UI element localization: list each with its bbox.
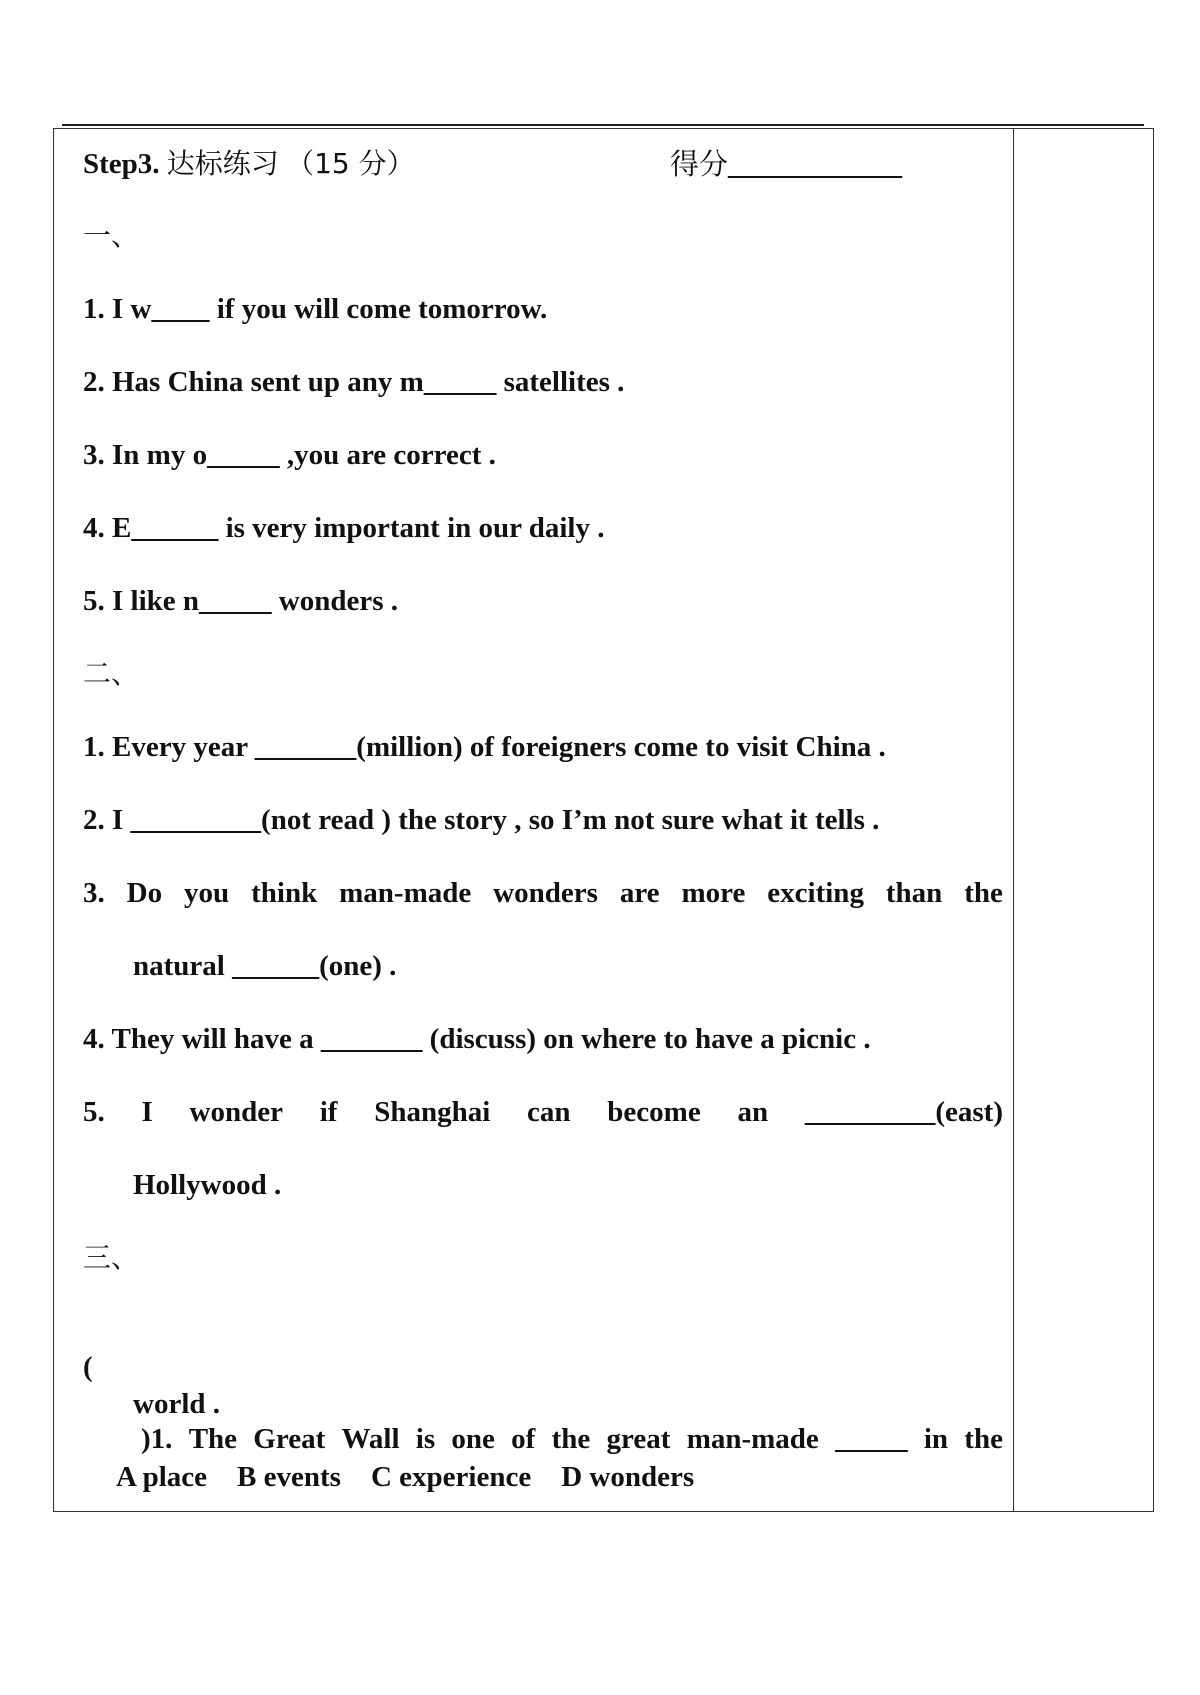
word: exciting <box>767 877 864 909</box>
word: more <box>681 877 746 909</box>
section-1-item-4: 4. E______ is very important in our daily . <box>83 512 605 544</box>
score-label: 得分 <box>670 147 729 181</box>
section-1-item-3: 3. In my o_____ ,you are correct . <box>83 439 496 471</box>
section-1-marker: 一、 <box>83 219 140 252</box>
step-title: 达标练习 <box>166 147 279 180</box>
word: 3. <box>83 877 105 909</box>
top-rule <box>62 124 1144 126</box>
step-label: Step3. <box>83 148 160 180</box>
word: Do <box>126 877 163 909</box>
section-2-item-1: 1. Every year _______(million) of foreigners come to visit China . <box>83 731 886 763</box>
word: wonders <box>493 877 598 909</box>
word: )1. <box>141 1423 173 1455</box>
section-2-item-2: 2. I _________(not read ) the story , so I’m not sure what it tells . <box>83 804 880 836</box>
word: Shanghai <box>374 1096 491 1128</box>
word: man-made <box>339 877 472 909</box>
option-b: B events <box>237 1461 341 1493</box>
score-field <box>670 146 902 183</box>
answer-bracket-open: ( <box>83 1351 93 1383</box>
word: if <box>319 1096 338 1128</box>
section-1-item-1: 1. I w____ if you will come tomorrow. <box>83 293 548 325</box>
word: the <box>551 1423 591 1455</box>
section-2-item-5 <box>83 1094 1003 1130</box>
word: great <box>606 1423 671 1455</box>
option-d: D wonders <box>561 1461 695 1493</box>
section-3-item-1-text <box>141 1421 1003 1457</box>
word: than <box>885 877 943 909</box>
step-points: （15 分） <box>286 147 415 180</box>
section-3-item-1-options <box>116 1459 724 1495</box>
word: think <box>251 877 318 909</box>
word: one <box>451 1423 495 1455</box>
word: the <box>964 1423 1003 1455</box>
word: you <box>184 877 230 909</box>
word: of <box>511 1423 536 1455</box>
word: wonder <box>189 1096 283 1128</box>
word: are <box>619 877 660 909</box>
section-3-marker: 三、 <box>83 1241 140 1274</box>
word: _____ <box>835 1423 908 1455</box>
section-1-item-5: 5. I like n_____ wonders . <box>83 585 399 617</box>
word: Great <box>253 1423 326 1455</box>
section-3-item-1-continued: world . <box>133 1388 220 1420</box>
word: _________(east) <box>804 1096 1003 1128</box>
word: can <box>527 1096 571 1128</box>
option-c: C experience <box>370 1461 532 1493</box>
word: 5. <box>83 1096 105 1128</box>
section-2-item-3 <box>83 875 1003 911</box>
word: is <box>415 1423 436 1455</box>
section-1-item-2: 2. Has China sent up any m_____ satellites . <box>83 366 625 398</box>
word: an <box>737 1096 769 1128</box>
section-3-item-1 <box>83 1313 1003 1457</box>
section-2-item-3-continued: natural ______(one) . <box>133 950 397 982</box>
word: become <box>607 1096 701 1128</box>
score-blank: ____________ <box>728 149 903 181</box>
section-2-item-4: 4. They will have a _______ (discuss) on where to have a picnic . <box>83 1023 871 1055</box>
section-2-item-5-continued: Hollywood . <box>133 1169 282 1201</box>
word: the <box>964 877 1003 909</box>
word: Wall <box>341 1423 400 1455</box>
word: in <box>923 1423 949 1455</box>
side-column-divider <box>1013 128 1014 1512</box>
word: man-made <box>686 1423 819 1455</box>
step-heading <box>83 146 415 182</box>
option-a: A place <box>116 1461 208 1493</box>
word: I <box>141 1096 153 1128</box>
section-2-marker: 二、 <box>83 657 140 690</box>
word: The <box>188 1423 238 1455</box>
